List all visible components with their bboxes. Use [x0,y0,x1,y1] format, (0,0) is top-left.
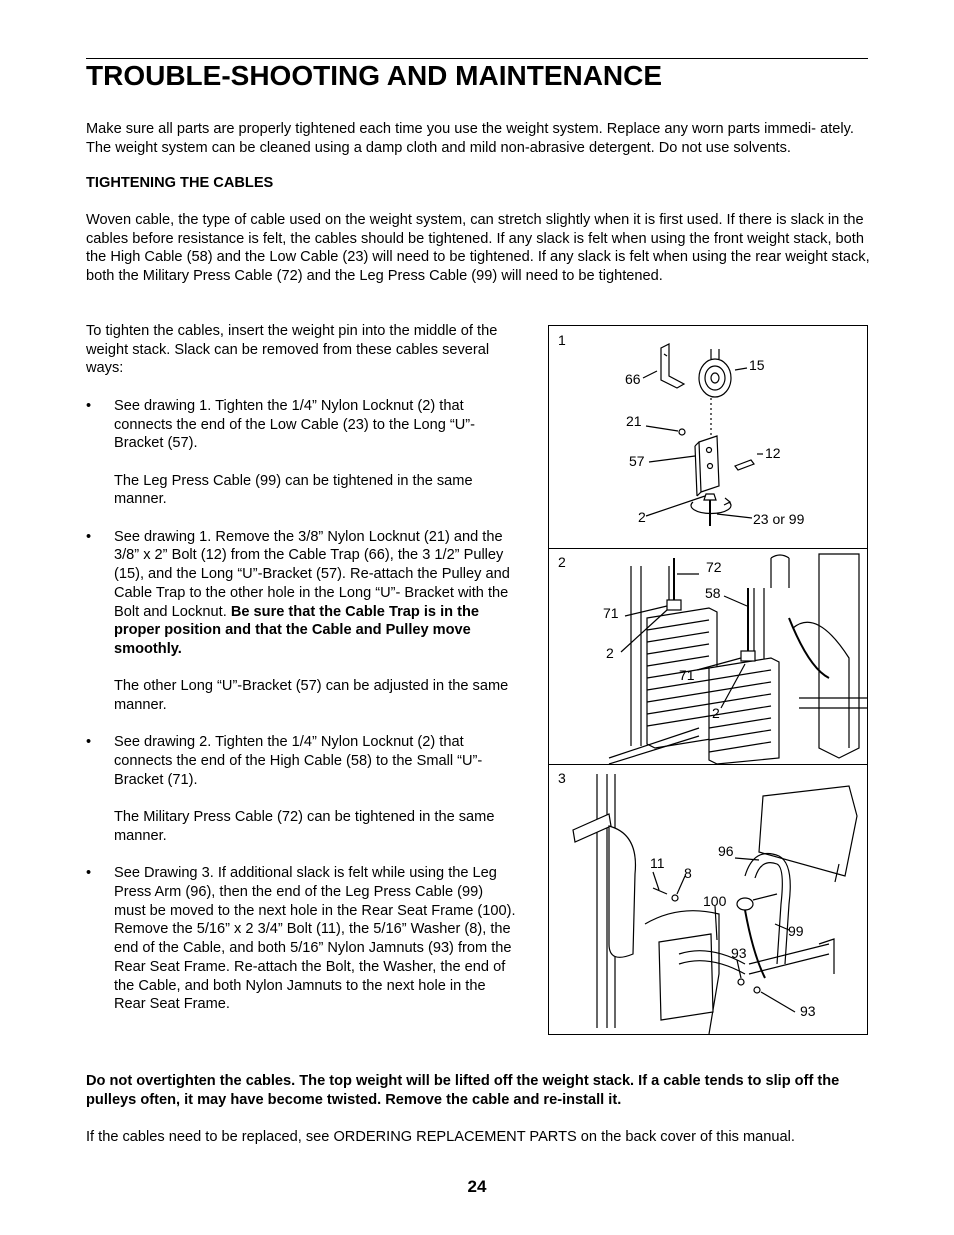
drawing-1 [549,326,867,549]
callout-label: 11 [650,855,665,871]
callout-label: 8 [684,865,692,881]
bullet-note: The Leg Press Cable (99) can be tightened in the same manner. [114,472,473,508]
callout-label: 99 [788,923,804,939]
drawing-3-illustration [549,764,867,1034]
callout-label: 71 [679,667,695,683]
bullet-note: The Military Press Cable (72) can be tightened in the same manner. [114,809,495,844]
callout-label: 93 [800,1003,816,1019]
callout-label: 21 [626,413,642,429]
callout-label: 66 [625,371,641,387]
bullet-item [86,733,518,845]
bullet-text: See drawing 1. Tighten the 1/4” Nylon Locknut (2) that connects the end of the Low Cable (23) to the Long “U”- Bracket (57). [114,397,476,452]
bullet-item [86,397,518,509]
drawing-number: 1 [558,332,566,348]
bullet-note: The other Long “U”-Bracket (57) can be adjusted in the same manner. [114,678,509,713]
callout-label: 93 [731,945,747,961]
bullet-text-block [114,528,518,659]
bullet-dot: • [86,397,92,414]
callout-label: 71 [603,605,619,621]
instructions-column [86,322,518,1033]
drawing-number: 2 [558,554,566,570]
page-number: 24 [467,1177,487,1196]
drawing-2-illustration [549,548,867,764]
bullet-text: See Drawing 3. If additional slack is felt while using the Leg Press Arm (96), then the end of the Leg Press Cable (99) must be moved to the next hole in the Rear Seat Frame (100). Remove the 5/16” x 2 3/4” Bolt (11), the 5/16” Washer (8), the end of the Cable, and both 5/16” Nylon Jamnuts (93) from the Rear Seat Frame. Re-attach the Bolt, the Washer, the end of the Cable, and both Nylon Jamnuts to the next hole in the Rear Seat Frame. [114,865,516,1013]
drawing-3 [549,764,867,1034]
section-paragraph: Woven cable, the type of cable used on the weight system, can stretch slightly when it is first used. If there is slack in the cables before resistance is felt, the cables should be tightened. If any slack is felt when using the front weight stack, both the High Cable (58) and the Low Cable (23) will need to be tightened. If any slack is felt when using the rear weight stack, both the Military Press Cable (72) and the Leg Press Cable (99) will need to be tightened. [86,212,870,285]
callout-label: 57 [629,453,645,469]
bullet-bold-text: Be sure that the Cable Trap is in the proper position and that the Cable and Pulley move smoothly. [114,603,479,657]
callout-label: 58 [705,585,721,601]
bullet-item [86,864,518,1014]
header-rule [86,58,868,59]
bullet-dot: • [86,528,92,545]
callout-label: 15 [749,357,765,373]
bullet-dot: • [86,734,92,751]
intro-paragraph: Make sure all parts are properly tightened each time you use the weight system. Replace any worn parts immedi- ately. The weight system can be cleaned using a damp cloth and mild non-abrasive detergent. Do not use solvents. [86,121,854,156]
callout-label: 2 [606,645,614,661]
callout-label: 23 or 99 [753,511,805,527]
page-title: TROUBLE-SHOOTING AND MAINTENANCE [86,60,663,91]
bullet-text: See drawing 2. Tighten the 1/4” Nylon Locknut (2) that connects the end of the High Cable (58) to the Small “U”- Bracket (71). [114,734,483,788]
warning-text: Do not overtighten the cables. The top weight will be lifted off the weight stack. If a cable tends to slip off the pulleys often, it may have become twisted. Remove the cable and re-install it. [86,1073,840,1108]
steps-intro: To tighten the cables, insert the weight pin into the middle of the weight stack. Slack can be removed from these cables several ways: [86,323,498,377]
callout-label: 72 [706,559,722,575]
callout-label: 100 [703,893,727,909]
callout-label: 96 [718,843,734,859]
drawings-figure [548,325,868,1035]
drawing-1-illustration [549,326,867,548]
bullet-text: See drawing 1. Remove the 3/8” Nylon Locknut (21) and the 3/8” x 2” Bolt (12) from the Cable Trap (66), the 3 1/2” Pulley (15), and the Long “U”-Bracket (57). Re-attach the Pulley and Cable Trap to the other hole in the Long “U”- Bracket with the Bolt and Locknut. [114,528,510,620]
drawing-2 [549,548,867,765]
callout-label: 2 [638,509,646,525]
section-heading: TIGHTENING THE CABLES [86,175,274,191]
replacement-note: If the cables need to be replaced, see ORDERING REPLACEMENT PARTS on the back cover of this manual. [86,1129,795,1145]
bullet-item [86,528,518,715]
drawing-number: 3 [558,770,566,786]
callout-label: 12 [765,445,781,461]
callout-label: 2 [712,705,720,721]
bullet-dot: • [86,865,92,882]
